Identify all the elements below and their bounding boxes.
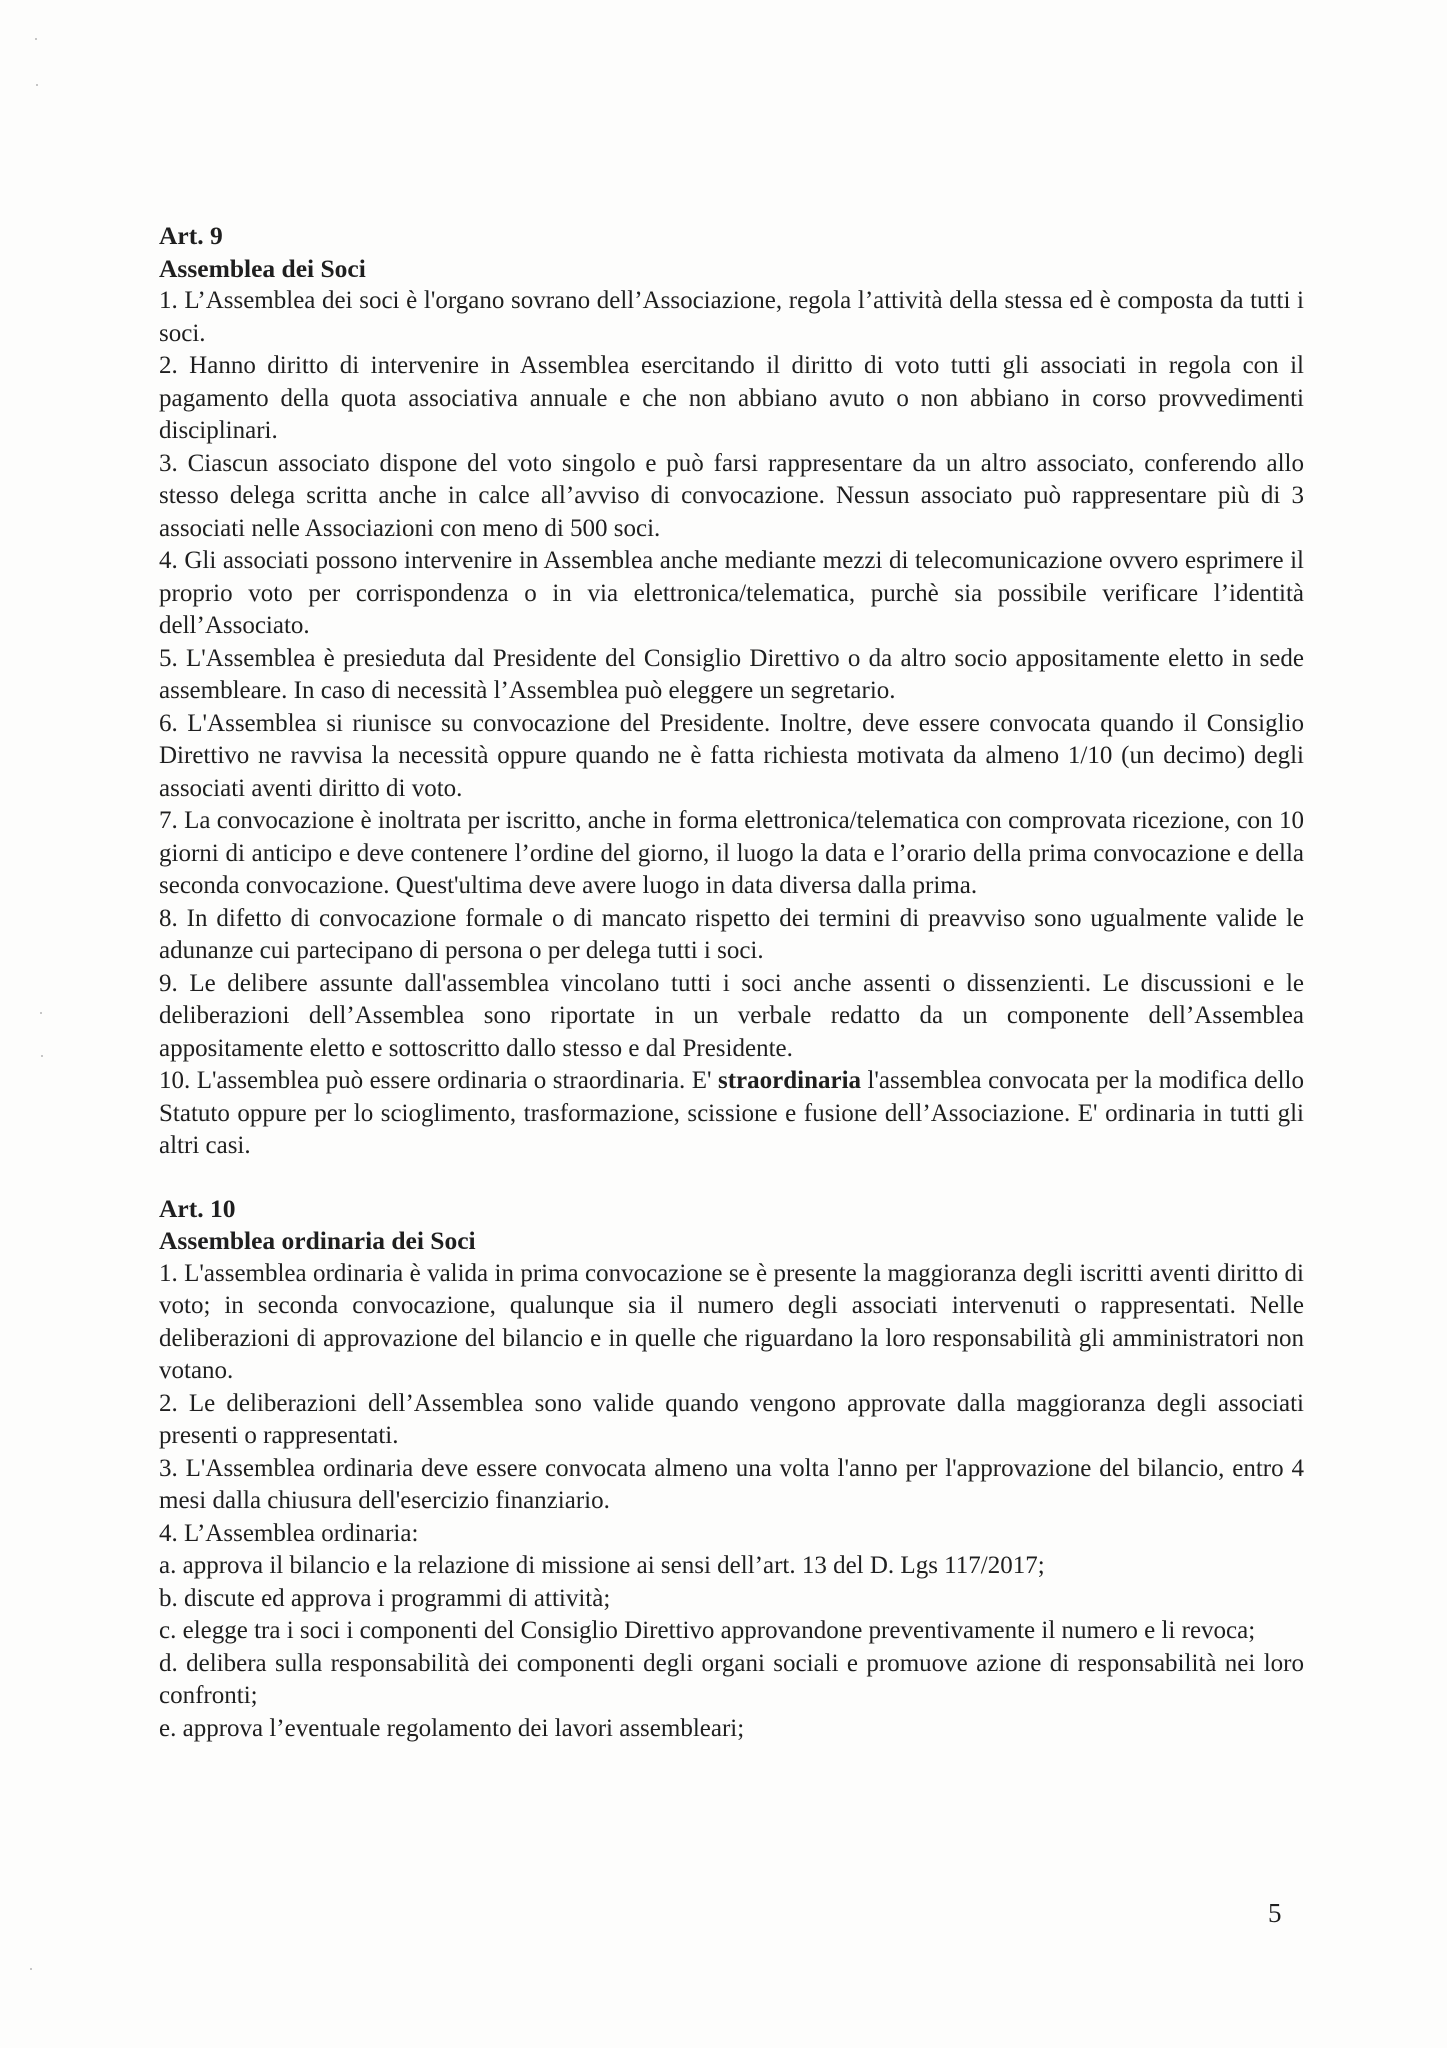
article-10-paragraph-2: 2. Le deliberazioni dell’Assemblea sono valide quando vengono approvate dalla maggioranza degli associati presenti o rappresentati. bbox=[159, 1389, 1304, 1449]
paragraph-10-text-start: 10. L'assemblea può essere ordinaria o straordinaria. E' bbox=[159, 1067, 718, 1094]
article-10-title: Assemblea ordinaria dei Soci bbox=[159, 1226, 476, 1255]
article-10-paragraph-1: 1. L'assemblea ordinaria è valida in prima convocazione se è presente la maggioranza degli iscritti aventi diritto di voto; in seconda convocazione, qualunque sia il numero degli associati intervenuti o rappresentati. Nelle deliberazioni di approvazione del bilancio e in quelle che riguardano la loro responsabilità gli amministratori non votano. bbox=[159, 1259, 1304, 1384]
section-spacer bbox=[159, 1163, 1304, 1193]
page-number: 5 bbox=[1268, 1898, 1282, 1928]
article-9-paragraph-1: 1. L’Assemblea dei soci è l'organo sovrano dell’Associazione, regola l’attività della stessa ed è composta da tutti i soci. bbox=[159, 287, 1304, 347]
article-9-paragraph-5: 5. L'Assemblea è presieduta dal Presidente del Consiglio Direttivo o da altro socio appositamente eletto in sede assembleare. In caso di necessità l’Assemblea può eleggere un segretario. bbox=[159, 644, 1304, 704]
article-10-item-d: d. delibera sulla responsabilità dei componenti degli organi sociali e promuove azione di responsabilità nei loro confronti; bbox=[159, 1649, 1304, 1709]
article-10-item-a: a. approva il bilancio e la relazione di missione ai sensi dell’art. 13 del D. Lgs 117/2017; bbox=[159, 1552, 1045, 1579]
article-10-item-c: c. elegge tra i soci i componenti del Consiglio Direttivo approvandone preventivamente il numero e li revoca; bbox=[159, 1617, 1256, 1644]
article-9-paragraph-10 bbox=[159, 1065, 1304, 1163]
article-9-paragraph-7: 7. La convocazione è inoltrata per iscritto, anche in forma elettronica/telematica con comprovata ricezione, con 10 giorni di anticipo e deve contenere l’ordine del giorno, il luogo la data e l’orario della prima convocazione e della seconda convocazione. Quest'ultima deve avere luogo in data diversa dalla prima. bbox=[159, 807, 1304, 899]
article-9-paragraph-6: 6. L'Assemblea si riunisce su convocazione del Presidente. Inoltre, deve essere convocata quando il Consiglio Direttivo ne ravvisa la necessità oppure quando ne è fatta richiesta motivata da almeno 1/10 (un decimo) degli associati aventi diritto di voto. bbox=[159, 709, 1304, 802]
article-10-heading: Art. 10 bbox=[159, 1193, 236, 1223]
scan-speck bbox=[41, 1055, 43, 1057]
scan-speck bbox=[35, 38, 37, 40]
scan-speck bbox=[30, 1968, 32, 1970]
article-9-paragraph-4: 4. Gli associati possono intervenire in Assemblea anche mediante mezzi di telecomunicazione ovvero esprimere il proprio voto per corrispondenza o in via elettronica/telematica, purchè sia possibile verificare l’identità dell’Associato. bbox=[159, 547, 1304, 639]
article-9-paragraph-9: 9. Le delibere assunte dall'assemblea vincolano tutti i soci anche assenti o dissenzienti. Le discussioni e le deliberazioni dell’Assemblea sono riportate in un verbale redatto da un componente dell’Assemblea appositamente eletto e sottoscritto dallo stesso e dal Presidente. bbox=[159, 969, 1304, 1062]
scan-speck bbox=[36, 84, 38, 86]
article-10-item-b: b. discute ed approva i programmi di attività; bbox=[159, 1584, 611, 1612]
straordinaria-emphasis: straordinaria bbox=[717, 1067, 862, 1094]
article-9-paragraph-3: 3. Ciascun associato dispone del voto singolo e può farsi rappresentare da un altro associato, conferendo allo stesso delega scritta anche in calce all’avviso di convocazione. Nessun associato può rappresentare più di 3 associati nelle Associazioni con meno di 500 soci. bbox=[159, 449, 1304, 542]
article-10-paragraph-3: 3. L'Assemblea ordinaria deve essere convocata almeno una volta l'anno per l'approvazione del bilancio, entro 4 mesi dalla chiusura dell'esercizio finanziario. bbox=[159, 1454, 1304, 1514]
paragraph-10-text-end: l'assemblea convocata per la modifica dello Statuto oppure per lo scioglimento, trasformazione, scissione e fusione dell’Associazione. E' ordinaria in tutti gli altri casi. bbox=[159, 1067, 1304, 1159]
document-body bbox=[159, 220, 1304, 1745]
article-9-heading: Art. 9 bbox=[159, 221, 223, 250]
article-9-paragraph-2: 2. Hanno diritto di intervenire in Assemblea esercitando il diritto di voto tutti gli associati in regola con il pagamento della quota associativa annuale e che non abbiano avuto o non abbiano in corso provvedimenti disciplinari. bbox=[159, 352, 1304, 444]
article-9-title: Assemblea dei Soci bbox=[159, 253, 366, 283]
article-10-item-e: e. approva l’eventuale regolamento dei lavori assembleari; bbox=[159, 1714, 745, 1742]
article-9 bbox=[159, 220, 1304, 1163]
article-10 bbox=[159, 1193, 1304, 1746]
article-9-paragraph-8: 8. In difetto di convocazione formale o di mancato rispetto dei termini di preavviso sono ugualmente valide le adunanze cui partecipano di persona o per delega tutti i soci. bbox=[159, 904, 1304, 964]
scan-speck bbox=[40, 1012, 42, 1014]
article-10-paragraph-4: 4. L’Assemblea ordinaria: bbox=[159, 1519, 419, 1547]
